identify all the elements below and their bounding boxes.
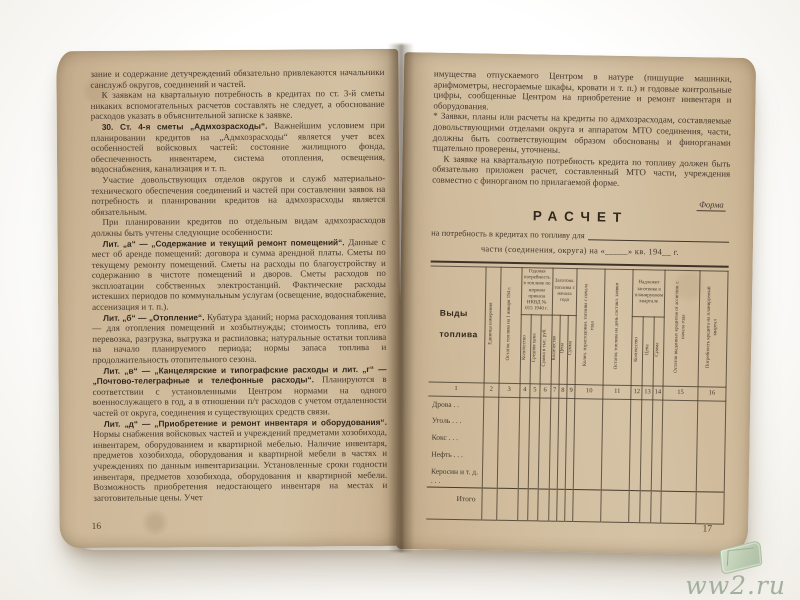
table-cell-empty <box>558 432 567 449</box>
table-cell-empty <box>651 468 662 491</box>
paragraph-text: К заявкам на квартальную потребность в кредитах по ст. 3-й сметы никаких вспомогательных расчетов составлять не следует, а обоснование расходов указать в объяснительной записке к заявке. <box>90 88 385 122</box>
table-cell-empty <box>631 399 642 416</box>
paragraph <box>432 153 731 190</box>
table-cell-empty <box>566 432 575 449</box>
table-col-number: 14 <box>653 386 664 400</box>
paragraph <box>91 88 385 122</box>
table-cell-empty <box>663 400 698 418</box>
table-cell-empty <box>550 398 559 415</box>
table-cell-empty <box>662 417 697 435</box>
table-col-header-text: Колич. израсходован. топлива с начала года <box>582 283 596 367</box>
paragraph <box>93 416 388 503</box>
table-cell-empty <box>696 491 725 523</box>
watermark-text: ww2.ru <box>685 571 786 600</box>
paragraph <box>91 173 385 217</box>
table-row-label: Итого <box>426 487 482 520</box>
table-col-header <box>698 271 728 387</box>
table-cell-empty <box>631 416 642 433</box>
paragraph-lead: Лит. „а“ — „Содержание и текущий ремонт помещений“. <box>102 236 349 249</box>
table-cell-empty <box>641 450 652 467</box>
table-cell-empty <box>603 416 631 433</box>
table-col-header <box>603 269 633 385</box>
table-cell-empty <box>549 432 558 449</box>
table-cell-empty <box>529 448 539 465</box>
table-row-label: Уголь . . . <box>428 413 484 431</box>
table-col-header-text: Сумма <box>655 342 661 357</box>
table-cell-empty <box>574 449 602 466</box>
table-cell-empty <box>518 448 528 465</box>
table-col-number: 16 <box>698 386 726 400</box>
form-corner-label-text: Форма <box>697 199 726 211</box>
table-cell-empty <box>498 414 520 431</box>
paragraph <box>91 120 385 175</box>
table-col-header-text: Цена <box>644 344 651 356</box>
table-col-number: 7 <box>550 384 559 398</box>
table-cell-empty <box>538 489 549 521</box>
table-cell-empty <box>641 433 652 450</box>
table-col-header-text: Количество <box>633 337 640 362</box>
form-subtitle-line2: части (соединения, округа) на «_____» кв. 194__ г. <box>480 243 679 258</box>
table-cell-empty <box>539 432 550 449</box>
paragraph-text: Важнейшим условием при планировании кредитов на „Адмхозрасходы“ является учет всех особенностей войсковых частей: состояние жилищного фонда, обеспеченность инвентарем, система отопления, освещения, водоснабжения, канализация и т. п. <box>90 119 386 175</box>
table-col-header: Выды топлива <box>429 266 487 383</box>
table-cell-empty <box>538 466 549 489</box>
table-col-number: 9 <box>567 384 575 398</box>
table-cell-empty <box>630 433 641 450</box>
table-cell-empty <box>697 417 725 434</box>
table-cell-empty <box>519 397 529 414</box>
table-cell-empty <box>630 450 641 467</box>
table-cell-empty <box>641 467 652 490</box>
table-col-header-text: Остаток топлива на день составл. заявки <box>614 282 621 370</box>
table-cell-empty <box>661 468 696 492</box>
table-col-number: 11 <box>603 385 631 399</box>
paragraph-text: К заявке на квартальную потребность кредита по топливу должен быть обязательно приложен расчет, составленный МТО части, учреждения совместно с финорганом по прилагаемой форме. <box>432 153 731 188</box>
table-col-header <box>567 315 576 384</box>
table-cell-empty <box>650 491 661 523</box>
table-cell-empty <box>602 433 630 450</box>
table-cell-empty <box>651 451 662 468</box>
form-subtitle-line1-text: на потребность в кредитах по топливу для <box>431 227 585 240</box>
paragraph-text: * Заявки, планы или расчеты на кредиты по адмхозрасходам, составляемые довольствующими отделами округа и аппаратом МТО соединения, части, должны быть соответствующим образом обоснованы и финорганами тщательно проверены, уточнены. <box>432 110 732 155</box>
table-cell-empty <box>662 434 697 452</box>
table-col-header-text: Цена <box>560 342 566 354</box>
table-cell-empty <box>566 415 575 432</box>
table-cell-empty <box>539 449 550 466</box>
table-cell-empty <box>528 488 539 520</box>
table-cell-empty <box>483 414 498 431</box>
blank-line <box>588 231 730 243</box>
table-cell-empty <box>528 465 538 488</box>
table-row-label: Дрова . . <box>428 396 484 414</box>
table-group-header: Надлежит заготовке в планируемом квартале <box>633 269 666 316</box>
table-cell-empty <box>539 415 550 432</box>
table-cell-empty <box>518 465 528 488</box>
table-cell-empty <box>652 434 663 451</box>
table-col-header-text: Средняя цена <box>531 333 538 363</box>
table-cell-empty <box>482 465 497 488</box>
table-row-label: Нефть . . . <box>427 447 483 465</box>
table-cell-empty <box>661 491 696 524</box>
table-cell-empty <box>550 415 559 432</box>
left-page <box>56 49 401 548</box>
table-col-number: 2 <box>484 383 499 397</box>
table-cell-empty <box>602 450 630 467</box>
page-number-right: 17 <box>702 524 713 535</box>
table-cell-empty <box>603 399 631 416</box>
paragraph-text: Планируются в соответствии с установленными Центром нормами на одного военнослужащего в год, а в отношении п/т расходов с учетом отдаленности частей от округа, соединения и существующих средств связи. <box>92 374 387 418</box>
table-cell-empty <box>498 397 520 414</box>
table-col-number: 12 <box>631 385 642 399</box>
table-cell-empty <box>575 415 603 432</box>
table-cell-empty <box>483 431 498 448</box>
left-page-text <box>90 67 387 503</box>
paragraph <box>92 311 386 366</box>
table-cell-empty <box>529 397 539 414</box>
table-cell-empty <box>497 465 519 488</box>
table-cell-empty <box>652 417 663 434</box>
right-page <box>396 52 757 555</box>
table-cell-empty <box>574 432 602 449</box>
table-col-header-text: Остаток топлива на 1 января 194 г. <box>506 287 513 361</box>
table-col-header-text: Сумма в тыс. руб. <box>542 328 548 367</box>
fuel-credit-table <box>426 265 728 524</box>
table-cell-empty <box>640 490 651 522</box>
table-col-header <box>653 317 665 386</box>
page-number-left: 16 <box>91 521 102 532</box>
paragraph <box>91 215 385 238</box>
paragraph <box>433 111 732 159</box>
table-row-label: Керосин и т. д. . . . <box>427 464 483 488</box>
form-title: РАСЧЕТ <box>532 208 629 226</box>
table-col-number: 5 <box>530 383 540 397</box>
table-cell-empty <box>573 489 602 521</box>
table-row-label: Кокс . . . <box>427 430 483 448</box>
table-col-number: 3 <box>498 383 519 397</box>
table-cell-empty <box>539 398 550 415</box>
paragraph <box>92 236 387 312</box>
table-col-header-text: Количество <box>521 335 528 360</box>
table-cell-empty <box>630 467 642 490</box>
right-page-text <box>426 69 732 525</box>
table-col-number: 8 <box>559 384 567 398</box>
paragraph-text: Участие довольствующих отделов округов и служб материально-технического обеспечения соединений и частей при составлении заявок на потребность и планировании кредитов на адмхозрасходы является обязательным. <box>91 172 386 217</box>
paragraph-lead: Лит. „д“ — „Приобретение и ремонт инвентаря и оборудования“. <box>103 416 387 429</box>
table-cell-empty <box>696 468 724 491</box>
paragraph-text: Нормы снабжения войсковых частей и учреждений предметами хозобихода, инвентарем, оборудованием и квартирной мебелью. Наличие инвентаря, предметов хозобихода, оборудования и квартирной мебели в частях и учреждениях по данным инвентаризации. Установленные сроки годности инвентаря, предметов хозобихода, оборудования и квартирной мебели. Возможность приобретения недостающего инвентаря на местах и заготовительные цены. Учет <box>92 427 388 503</box>
paragraph-lead: Лит. „в“ — „Канцелярские и типографские расходы и лит. „г“ — „Почтово-телеграфные и телефонные расходы“. <box>92 363 387 387</box>
table-cell-empty <box>497 448 519 465</box>
table-cell-empty <box>529 431 539 448</box>
table-cell-empty <box>697 400 725 417</box>
table-cell-empty <box>482 488 497 520</box>
table-cell-empty <box>557 449 566 466</box>
form-subtitle-line1 <box>431 227 729 243</box>
table-col-header-text: Сумма <box>568 341 574 356</box>
table-cell-empty <box>601 490 630 522</box>
table-row-total <box>426 487 724 524</box>
table-cell-empty <box>484 397 499 414</box>
table-cell-empty <box>558 398 567 415</box>
table-cell-empty <box>567 398 576 415</box>
table-cell-empty <box>697 434 725 451</box>
table-col-header <box>499 267 522 383</box>
paragraph-text: имущества отпускаемого Центром в натуре (пишущие машинки, арифмометры, несгораемые шкафы, кровати и т. п.) и годовые контрольные цифры, сообщенные Центром на приобретение и ремонт инвентаря и оборудования. <box>433 68 733 112</box>
paragraph-text: Данные с мест об аренде помещений: договора и сумма арендной платы. Сметы по текущему ремонту помещений. Сметы на расходы по благоустройству и содержанию в чистоте помещений и дворов. Сметы расходов по эксплоатации собственных электростанций. Фактические расходы истекших периодов по коммунальным услугам (освещение, водоснабжение, ассенизация и т. п.). <box>91 236 387 313</box>
table-col-header <box>575 268 605 384</box>
table-col-header <box>663 270 700 386</box>
table-cell-empty <box>498 431 520 448</box>
table-col-number: 13 <box>642 385 653 399</box>
table-cell-empty <box>549 449 558 466</box>
table-col-number: 10 <box>575 384 603 398</box>
table-col-number: 6 <box>540 384 551 398</box>
table-cell-empty <box>575 398 603 415</box>
paragraph-lead: 30. Ст. 4-я сметы „Адмхозрасходы“. <box>101 120 275 132</box>
table-cell-empty <box>662 451 697 469</box>
table-col-number: 1 <box>428 382 484 397</box>
table-cell-empty <box>483 448 498 465</box>
table-group-header: Годовая потребность в топливе по нормам приказа НКВД № 015 1940 г. <box>521 268 552 315</box>
table-cell-empty <box>519 431 529 448</box>
table-cell-empty <box>697 451 725 468</box>
table-cell-empty <box>574 466 602 489</box>
table-cell-empty <box>602 467 630 490</box>
table-cell-empty <box>642 416 653 433</box>
paragraph <box>433 69 732 117</box>
table-col-number: 4 <box>520 383 530 397</box>
table-col-header-text: Остаток выданных кредитов от ассигнов. с начала года <box>674 281 687 373</box>
table-col-header-text: Количество <box>551 335 558 361</box>
paragraph-lead: Лит. „б“ — „Отопление“. <box>103 311 208 323</box>
table-cell-empty <box>652 400 663 417</box>
table-cell-empty <box>642 399 653 416</box>
table-col-header-text: Потребность кредита на планируемый квартал <box>705 286 719 369</box>
table-cell-empty <box>518 488 529 520</box>
table-col-number: 15 <box>663 386 698 401</box>
table-cell-empty <box>529 414 539 431</box>
table-cell-empty <box>496 488 518 520</box>
table-cell-empty <box>558 415 567 432</box>
form-corner-label <box>432 194 726 210</box>
paragraph-text: Кубатура зданий; норма расходования топлива — для отопления помещений и хозбытнужды; стоимость топлива, его перевозка, разгрузка, выгрузка и распиловка; натуральные остатки топлива на начало планируемого периода; нормы запаса топлива и продолжительность отопительного сезона. <box>92 310 387 365</box>
table-group-header: Заготовл. топлива с начала года <box>552 268 578 315</box>
paragraph <box>92 364 386 419</box>
paragraph-text: При планировании кредитов по отдельным видам адмхозрасходов должны быть учтены следующие особенности: <box>91 215 386 238</box>
table-cell-empty <box>519 414 529 431</box>
table-cell-empty <box>566 449 575 466</box>
table-cell-empty <box>629 490 641 522</box>
paragraph-text: зание и содержание детучреждений обязательно привлекаются начальники санслужб округов, соединений и частей. <box>90 66 385 90</box>
open-book <box>52 40 764 562</box>
table-col-header-text: Единица измерения <box>488 302 495 345</box>
paragraph <box>90 67 384 90</box>
